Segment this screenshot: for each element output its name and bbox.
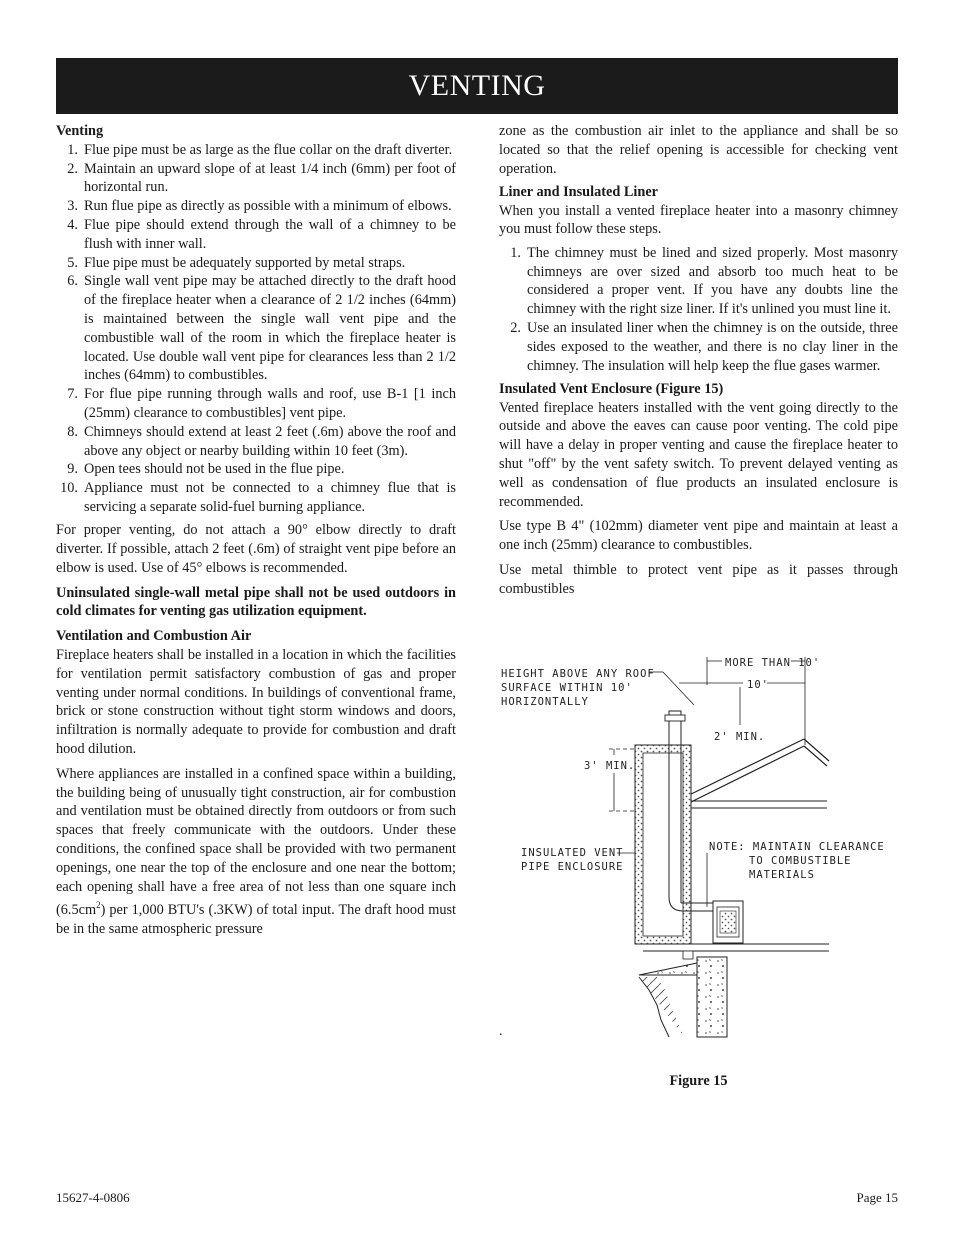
list-item-number: 1. — [510, 244, 521, 261]
confined-text-b: ) per 1,000 BTU's (.3KW) of total input. The draft hood must be in the same atmospheric pressure — [56, 902, 456, 937]
list-item-number: 9. — [67, 461, 78, 478]
note-label-line-3: MATERIALS — [749, 869, 815, 881]
list-item-number: 6. — [67, 273, 78, 290]
list-item-number: 10. — [60, 480, 78, 497]
list-item — [56, 254, 456, 273]
list-item — [56, 423, 456, 461]
warning-paragraph: Uninsulated single-wall metal pipe shall not be used outdoors in cold climates for venting gas utilization equipment. — [56, 584, 456, 620]
fireplace-heater — [713, 901, 743, 943]
list-item — [56, 197, 456, 216]
typeb-paragraph: Use type B 4" (102mm) diameter vent pipe and maintain at least a one inch (25mm) clearance to combustibles. — [499, 518, 898, 554]
figure-caption: Figure 15 — [669, 1073, 728, 1089]
note-label-line-1: NOTE: MAINTAIN CLEARANCE — [709, 841, 885, 853]
list-item-text: For flue pipe running through walls and roof, use B-1 [1 inch (25mm) clearance to combustibles] vent pipe. — [84, 386, 456, 421]
list-item-text: Maintain an upward slope of at least 1/4 inch (6mm) per foot of horizontal run. — [84, 160, 456, 196]
list-item — [56, 216, 456, 254]
list-item-text: Single wall vent pipe may be attached directly to the draft hood of the fireplace heater when a clearance of 2 1/2 inches (64mm) is maintained between the single wall vent pipe and the combustible wall of the room in which the fireplace heater is located. Use double wall vent pipe for clearances less than 2 1/2 inches (64mm) to combustibles. — [84, 273, 456, 384]
superscript: 2 — [96, 900, 101, 911]
list-item-number: 3. — [67, 198, 78, 215]
liner-list — [499, 244, 898, 376]
enclosure-label — [521, 847, 624, 873]
height-label-line-3: HORIZONTALLY — [501, 696, 589, 708]
two-min-label: 2' MIN. — [714, 731, 766, 743]
list-item — [499, 244, 898, 319]
liner-heading: Liner and Insulated Liner — [499, 183, 659, 200]
venting-list — [56, 141, 456, 517]
confined-text-a: Where appliances are installed in a confined space within a building, the building being of unusually tight construction, air for combustion and ventilation must be obtained directly from outdoors or from such spaces that freely communicate with the outdoors. Under these conditions, the confined space shall be provided with two permanent openings, one near the top of the enclosure and one near the bottom; each opening shall have a free area of not less than one square inch (6.5cm — [56, 765, 456, 919]
note-label — [709, 841, 885, 881]
list-item-number: 1. — [67, 141, 78, 158]
document-number: 15627-4-0806 — [56, 1190, 130, 1205]
list-item-text: Run flue pipe as directly as possible with a minimum of elbows. — [84, 198, 452, 215]
foundation — [639, 951, 727, 1037]
enclosure-paragraph: Vented fireplace heaters installed with the vent going directly to the outside and above the eaves can cause poor venting. The cold pipe will have a delay in proper venting and cause the fireplace heater to shut "off" by the vent safety switch. To prevent delayed venting as well as condensation of flue products an insulated enclosure is recommended. — [499, 399, 898, 510]
list-item — [56, 479, 456, 517]
list-item-number: 2. — [67, 160, 78, 177]
list-item-text: Open tees should not be used in the flue pipe. — [84, 461, 345, 478]
list-item-number: 7. — [67, 386, 78, 403]
stray-dot: . — [499, 1024, 503, 1039]
list-item-text: Flue pipe must be as large as the flue collar on the draft diverter. — [84, 141, 453, 158]
enclosure-label-line-1: INSULATED VENT — [521, 847, 624, 859]
list-item — [499, 319, 898, 375]
enclosure-label-line-2: PIPE ENCLOSURE — [521, 861, 624, 873]
ventilation-paragraph: Fireplace heaters shall be installed in a location in which the facilities for ventilation permit satisfactory combustion of gas and proper venting under normal conditions. In buildings of conventional frame, brick or stone construction without tight storm windows and doors, infiltration is normally adequate to provide for combustion and draft hood dilution. — [56, 647, 456, 757]
confined-space-paragraph — [56, 765, 456, 939]
list-item-number: 2. — [510, 319, 521, 336]
note-label-line-2: TO COMBUSTIBLE — [749, 855, 852, 867]
list-item — [56, 272, 456, 385]
list-item-text: Appliance must not be connected to a chimney flue that is servicing a separate solid-fuel burning appliance. — [84, 480, 456, 515]
list-item-text: Flue pipe must be adequately supported by metal straps. — [84, 254, 406, 271]
list-item-text: Use an insulated liner when the chimney is on the outside, three sides exposed to the weather, and there is no clay liner in the chimney. The insulation will help keep the flue gases warmer. — [527, 319, 898, 374]
list-item-number: 5. — [67, 254, 78, 271]
figure-15-diagram — [499, 645, 889, 1045]
liner-paragraph: When you install a vented fireplace heater into a masonry chimney you must follow these steps. — [499, 202, 898, 238]
list-item-number: 8. — [67, 423, 78, 440]
list-item-text: The chimney must be lined and sized properly. Most masonry chimneys are over sized and absorb too much heat to be considered a proper vent. If you have any doubts line the chimney with the right size liner. If it's unlined you must line it. — [527, 244, 898, 318]
ten-feet-label: 10' — [747, 679, 769, 691]
thimble-paragraph: Use metal thimble to protect vent pipe as it passes through combustibles — [499, 562, 898, 597]
height-label-line-2: SURFACE WITHIN 10' — [501, 682, 633, 694]
left-column — [56, 122, 456, 943]
list-item-number: 4. — [67, 216, 78, 233]
height-label — [501, 668, 655, 708]
list-item — [56, 160, 456, 198]
list-item — [56, 460, 456, 479]
section-banner: VENTING — [56, 58, 898, 114]
height-label-line-1: HEIGHT ABOVE ANY ROOF — [501, 668, 655, 680]
right-column — [499, 122, 898, 603]
page-number: Page 15 — [856, 1190, 898, 1205]
elbow-paragraph: For proper venting, do not attach a 90° elbow directly to draft diverter. If possible, attach 2 feet (.6m) of straight vent pipe before an elbow is used. Use of 45° elbows is recommended. — [56, 522, 456, 576]
list-item — [56, 141, 456, 160]
list-item — [56, 385, 456, 423]
more-than-10-label: MORE THAN 10' — [725, 657, 821, 669]
insulated-enclosure — [635, 745, 691, 944]
venting-heading: Venting — [56, 123, 104, 139]
ventilation-heading: Ventilation and Combustion Air — [56, 628, 252, 645]
list-item-text: Chimneys should extend at least 2 feet (.6m) above the roof and above any object or nearby building within 10 feet (3m). — [84, 423, 456, 459]
enclosure-heading: Insulated Vent Enclosure (Figure 15) — [499, 380, 724, 397]
list-item-text: Flue pipe should extend through the wall of a chimney to be flush with inner wall. — [84, 216, 456, 252]
continued-paragraph: zone as the combustion air inlet to the appliance and shall be so located so that the relief opening is accessible for checking vent operation. — [499, 123, 898, 177]
three-min-label: 3' MIN. — [584, 760, 636, 772]
